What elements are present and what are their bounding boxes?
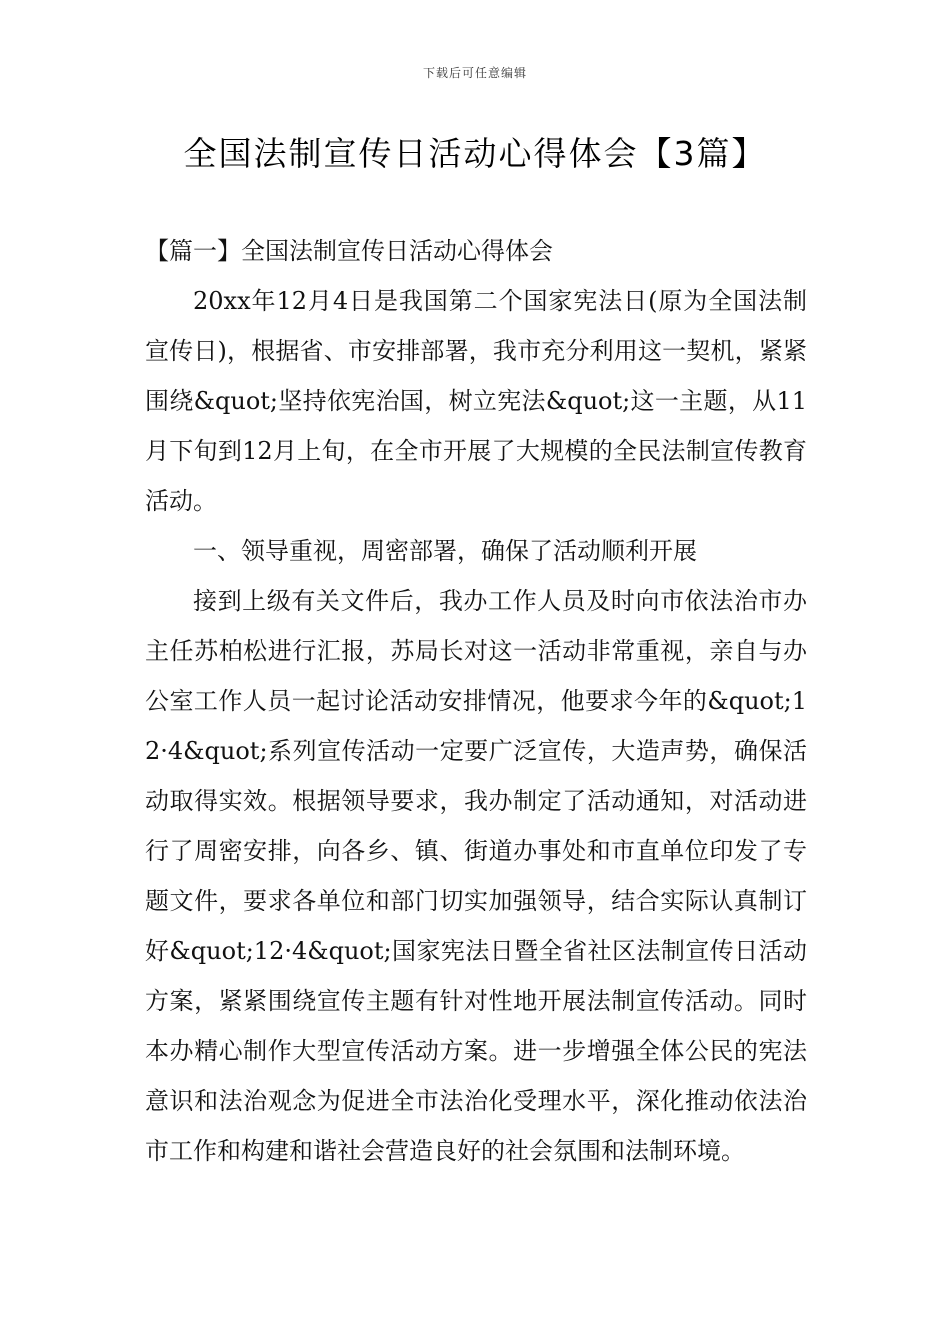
header-note: 下载后可任意编辑 bbox=[422, 66, 527, 80]
document-body bbox=[145, 226, 807, 1176]
paragraph-subheading: 一、领导重视，周密部署，确保了活动顺利开展 bbox=[193, 537, 697, 565]
paragraph-body: 接到上级有关文件后，我办工作人员及时向市依法治市办主任苏柏松进行汇报，苏局长对这一活动非常重视，亲自与办公室工作人员一起讨论活动安排情况，他要求今年的&quot;12·4&quot;系列宣传活动一定要广泛宣传，大造声势，确保活动取得实效。根据领导要求，我办制定了活动通知，对活动进行了周密安排，向各乡、镇、街道办事处和市直单位印发了专题文件，要求各单位和部门切实加强领导，结合实际认真制订好&quot;12·4&quot;国家宪法日暨全省社区法制宣传日活动方案，紧紧围绕宣传主题有针对性地开展法制宣传活动。同时本办精心制作大型宣传活动方案。进一步增强全体公民的宪法意识和法治观念为促进全市法治化受理水平，深化推动依法治市工作和构建和谐社会营造良好的社会氛围和法制环境。 bbox=[145, 587, 807, 1165]
paragraph-intro: 20xx年12月4日是我国第二个国家宪法日(原为全国法制宣传日)，根据省、市安排部署，我市充分利用这一契机，紧紧围绕&quot;坚持依宪治国，树立宪法&quot;这一主题，从11月下旬到12月上旬，在全市开展了大规模的全民法制宣传教育活动。 bbox=[145, 287, 807, 515]
section-heading: 【篇一】全国法制宣传日活动心得体会 bbox=[145, 237, 553, 265]
document-title: 全国法制宣传日活动心得体会【3篇】 bbox=[183, 134, 767, 173]
